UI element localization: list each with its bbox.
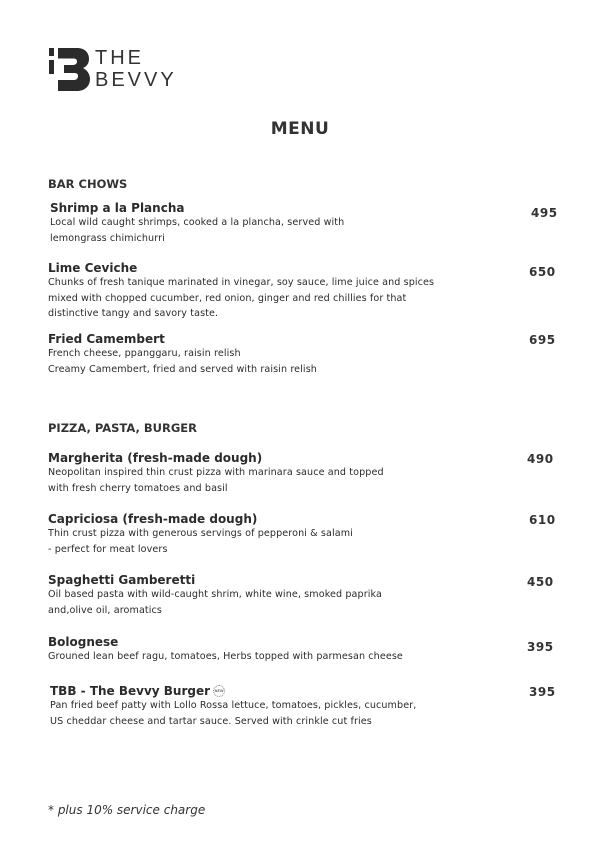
page-title: MENU [270,119,330,139]
item-name: Margherita (fresh-made dough) [48,451,263,465]
item-price: 610 [529,513,556,527]
item-desc-line: with fresh cherry tomatoes and basil [48,482,228,494]
item-name: Bolognese [48,635,119,649]
item-name [50,684,558,698]
logo-wordmark [95,47,177,91]
item-price: 450 [527,575,554,589]
item-desc-line: Oil based pasta with wild-caught shrim, white wine, smoked paprika [48,589,382,600]
item-name: Lime Ceviche [48,261,138,275]
menu-item-fried-camembert [48,332,558,377]
item-desc-line: Creamy Camembert, fried and served with raisin relish [48,363,317,375]
new-badge-icon: NEW [213,685,225,697]
service-charge-footnote: * plus 10% service charge [48,803,206,817]
logo-line-1: THE [95,47,144,69]
item-name: Fried Camembert [48,332,165,346]
menu-item-capriciosa [48,512,558,557]
item-description [48,587,558,618]
item-name-text: TBB - The Bevvy Burger [50,684,211,698]
item-price: 490 [527,452,554,466]
menu-item-margherita [48,451,558,496]
item-price: 650 [529,265,556,279]
item-desc-line: French cheese, ppanggaru, raisin relish [48,348,241,359]
item-desc-line: mixed with chopped cucumber, red onion, ginger and red chillies for that [48,292,407,304]
item-desc-line: distinctive tangy and savory taste. [48,308,219,319]
item-desc-line: Neopolitan inspired thin crust pizza with marinara sauce and topped [48,467,384,478]
menu-item-tbb-bevvy-burger [48,684,558,729]
item-description [48,275,558,322]
item-desc-line: Pan fried beef patty with Lollo Rossa lettuce, tomatoes, pickles, cucumber, [50,700,417,711]
item-name: Capriciosa (fresh-made dough) [48,512,258,526]
item-name: Shrimp a la Plancha [50,201,185,215]
section-title-bar-chows: BAR CHOWS [48,177,128,191]
item-description [48,465,558,496]
item-description [48,526,558,557]
menu-item-spaghetti-gamberetti [48,573,558,618]
item-desc-line: US cheddar cheese and tartar sauce. Served with crinkle cut fries [50,715,372,727]
item-desc-line: and,olive oil, aromatics [48,604,163,616]
item-price: 395 [527,640,554,654]
item-name: Spaghetti Gamberetti [48,573,196,587]
logo-b-mark-icon [49,46,91,92]
brand-logo [49,45,177,93]
item-desc-line: Thin crust pizza with generous servings of pepperoni & salami [48,528,353,539]
menu-item-shrimp-a-la-plancha [48,201,558,246]
item-price: 495 [531,206,558,220]
item-price: 695 [529,333,556,347]
section-title-pizza-pasta-burger: PIZZA, PASTA, BURGER [48,421,197,435]
item-desc-line: lemongrass chimichurri [50,232,165,244]
item-description [50,698,558,729]
item-desc-line: Chunks of fresh tanique marinated in vinegar, soy sauce, lime juice and spices [48,277,435,288]
item-desc-line: - perfect for meat lovers [48,543,168,555]
item-description [50,215,558,246]
item-desc-line: Local wild caught shrimps, cooked a la plancha, served with [50,217,345,228]
item-description [48,649,558,665]
logo-line-2: BEVVY [95,69,177,91]
item-price: 395 [529,685,556,699]
menu-item-lime-ceviche [48,261,558,322]
item-desc-line: Grouned lean beef ragu, tomatoes, Herbs topped with parmesan cheese [48,651,403,662]
item-description [48,346,558,377]
menu-item-bolognese [48,635,558,665]
